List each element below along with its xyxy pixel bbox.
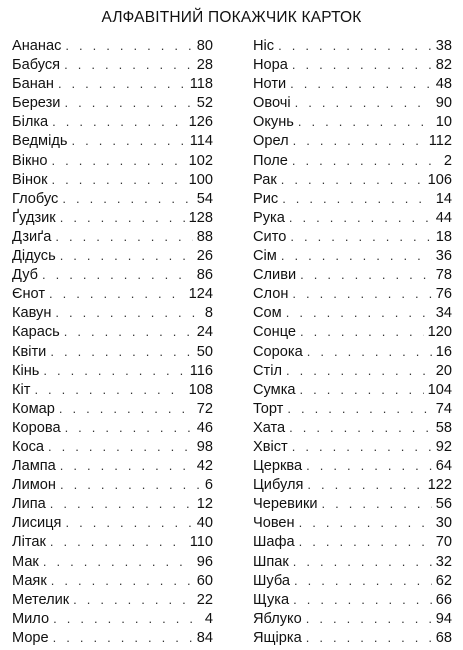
dot-leader [43, 552, 193, 571]
dot-leader [286, 361, 432, 380]
entry-page-number: 104 [427, 381, 452, 398]
index-entry [253, 208, 452, 227]
entry-word: Шпак [253, 553, 289, 570]
index-entry [253, 475, 452, 494]
dot-leader [298, 112, 432, 131]
dot-leader [34, 380, 184, 399]
index-entry [12, 284, 213, 303]
entry-word: Літак [12, 534, 46, 551]
entry-word: Дзиґа [12, 228, 52, 245]
entry-page-number: 50 [196, 343, 213, 360]
dot-leader [65, 513, 192, 532]
index-entry [12, 513, 213, 532]
dot-leader [64, 322, 193, 341]
entry-page-number: 66 [435, 591, 452, 608]
entry-page-number: 46 [196, 419, 213, 436]
index-entry [253, 112, 452, 131]
dot-leader [52, 151, 185, 170]
index-entry [253, 571, 452, 590]
entry-word: Метелик [12, 591, 70, 608]
entry-word: Щука [253, 591, 290, 608]
entry-word: Липа [12, 496, 46, 513]
entry-word: Ґудзик [12, 209, 56, 226]
dot-leader [60, 475, 201, 494]
entry-word: Комар [12, 400, 55, 417]
index-entry [12, 456, 213, 475]
entry-page-number: 78 [435, 267, 452, 284]
index-entry [253, 456, 452, 475]
entry-page-number: 60 [196, 572, 213, 589]
entry-page-number: 96 [196, 553, 213, 570]
entry-word: Сонце [253, 324, 297, 341]
entry-word: Рак [253, 171, 277, 188]
dot-leader [292, 55, 432, 74]
entry-word: Кавун [12, 305, 52, 322]
dot-leader [281, 170, 424, 189]
entry-page-number: 106 [427, 171, 452, 188]
entry-word: Поле [253, 152, 288, 169]
index-entry [253, 151, 452, 170]
entry-word: Дідусь [12, 248, 56, 265]
index-entry [253, 418, 452, 437]
entry-page-number: 36 [435, 248, 452, 265]
entry-word: Сорока [253, 343, 303, 360]
entry-word: Коса [12, 438, 45, 455]
dot-leader [48, 437, 193, 456]
index-entry [12, 437, 213, 456]
index-entry [12, 131, 213, 150]
index-entry [253, 74, 452, 93]
entry-word: Черевики [253, 496, 318, 513]
index-entry [253, 227, 452, 246]
entry-word: Сом [253, 305, 282, 322]
entry-page-number: 100 [188, 171, 213, 188]
entry-word: Мак [12, 553, 39, 570]
dot-leader [59, 399, 193, 418]
index-entry [253, 552, 452, 571]
entry-word: Рис [253, 190, 279, 207]
index-entry [253, 513, 452, 532]
entry-page-number: 52 [196, 95, 213, 112]
dot-leader [307, 342, 432, 361]
entry-page-number: 14 [435, 190, 452, 207]
entry-word: Лисиця [12, 515, 62, 532]
index-entry [12, 93, 213, 112]
dot-leader [322, 494, 432, 513]
entry-page-number: 6 [204, 477, 213, 494]
dot-leader [306, 628, 432, 647]
dot-leader [282, 189, 432, 208]
index-entry [12, 208, 213, 227]
dot-leader [60, 456, 193, 475]
entry-word: Нора [253, 57, 288, 74]
entry-page-number: 44 [435, 209, 452, 226]
entry-word: Кіт [12, 381, 31, 398]
dot-leader [50, 532, 186, 551]
entry-page-number: 38 [435, 38, 452, 54]
index-entry [12, 151, 213, 170]
entry-page-number: 20 [435, 362, 452, 379]
entry-page-number: 64 [435, 458, 452, 475]
dot-leader [289, 208, 432, 227]
entry-word: Білка [12, 114, 49, 131]
entry-word: Берези [12, 95, 61, 112]
dot-leader [307, 475, 423, 494]
index-entry [12, 552, 213, 571]
dot-leader [294, 571, 432, 590]
index-entry [12, 418, 213, 437]
dot-leader [65, 418, 193, 437]
dot-leader [73, 590, 193, 609]
index-entry [253, 55, 452, 74]
entry-page-number: 16 [435, 343, 452, 360]
index-entry [253, 342, 452, 361]
dot-leader [64, 55, 193, 74]
entry-page-number: 94 [435, 610, 452, 627]
index-entry [12, 590, 213, 609]
entry-word: Шафа [253, 534, 295, 551]
dot-leader [278, 36, 432, 55]
index-entry [12, 36, 213, 55]
entry-word: Мило [12, 610, 50, 627]
dot-leader [65, 36, 192, 55]
entry-word: Сито [253, 228, 287, 245]
index-entry [12, 227, 213, 246]
entry-word: Море [12, 629, 49, 646]
entry-page-number: 116 [189, 362, 213, 379]
index-entry [12, 494, 213, 513]
dot-leader [299, 532, 432, 551]
entry-word: Човен [253, 515, 295, 532]
dot-leader [49, 284, 185, 303]
entry-page-number: 84 [196, 629, 213, 646]
index-entry [253, 437, 452, 456]
entry-page-number: 48 [435, 76, 452, 93]
dot-leader [306, 609, 432, 628]
dot-leader [62, 189, 192, 208]
entry-word: Слон [253, 286, 289, 303]
entry-page-number: 90 [435, 95, 452, 112]
index-entry [12, 342, 213, 361]
dot-leader [52, 170, 185, 189]
entry-word: Корова [12, 419, 61, 436]
entry-word: Ананас [12, 38, 62, 54]
dot-leader [50, 342, 192, 361]
index-entry [12, 170, 213, 189]
entry-page-number: 124 [188, 286, 213, 303]
entry-word: Карась [12, 324, 60, 341]
index-entry [12, 189, 213, 208]
dot-leader [43, 361, 185, 380]
dot-leader [51, 571, 193, 590]
entry-page-number: 112 [428, 133, 452, 150]
index-entry [253, 609, 452, 628]
page-title: АЛФАВІТНИЙ ПОКАЖЧИК КАРТОК [101, 9, 362, 26]
dot-leader [55, 303, 200, 322]
entry-page-number: 54 [196, 190, 213, 207]
entry-word: Церква [253, 458, 303, 475]
dot-leader [300, 322, 424, 341]
entry-word: Хвіст [253, 438, 288, 455]
index-entry [12, 112, 213, 131]
entry-page-number: 4 [204, 610, 213, 627]
index-entry [253, 494, 452, 513]
entry-page-number: 98 [196, 438, 213, 455]
entry-page-number: 8 [204, 305, 213, 322]
entry-word: Рука [253, 209, 285, 226]
entry-page-number: 86 [196, 267, 213, 284]
entry-page-number: 128 [188, 209, 213, 226]
dot-leader [286, 303, 432, 322]
entry-word: Торт [253, 400, 284, 417]
entry-page-number: 28 [196, 57, 213, 74]
entry-word: Стіл [253, 362, 282, 379]
index-entry [12, 303, 213, 322]
dot-leader [306, 456, 432, 475]
dot-leader [300, 265, 432, 284]
index-entry [12, 246, 213, 265]
entry-word: Банан [12, 76, 54, 93]
index-column-left [12, 36, 213, 647]
entry-word: Сумка [253, 381, 296, 398]
dot-leader [290, 227, 431, 246]
index-entry [12, 265, 213, 284]
entry-word: Овочі [253, 95, 291, 112]
index-entry [12, 609, 213, 628]
entry-page-number: 24 [196, 324, 213, 341]
entry-word: Ноти [253, 76, 287, 93]
dot-leader [289, 418, 432, 437]
entry-page-number: 30 [435, 515, 452, 532]
index-entry [253, 36, 452, 55]
dot-leader [292, 151, 440, 170]
dot-leader [52, 112, 184, 131]
entry-page-number: 92 [435, 438, 452, 455]
entry-page-number: 62 [435, 572, 452, 589]
index-entry [12, 74, 213, 93]
index-entry [253, 265, 452, 284]
entry-word: Ящірка [253, 629, 302, 646]
dot-leader [60, 246, 193, 265]
dot-leader [71, 131, 185, 150]
entry-page-number: 76 [435, 286, 452, 303]
dot-leader [53, 628, 193, 647]
index-entry [253, 628, 452, 647]
dot-leader [281, 246, 432, 265]
dot-leader [300, 380, 424, 399]
entry-page-number: 22 [196, 591, 213, 608]
entry-page-number: 114 [189, 133, 213, 150]
entry-page-number: 32 [435, 553, 452, 570]
entry-page-number: 12 [196, 496, 213, 513]
dot-leader [293, 590, 432, 609]
dot-leader [292, 437, 432, 456]
index-entry [12, 532, 213, 551]
entry-word: Лимон [12, 477, 56, 494]
dot-leader [290, 74, 432, 93]
index-entry [253, 189, 452, 208]
entry-word: Цибуля [253, 477, 304, 494]
index-entry [253, 380, 452, 399]
index-entry [12, 380, 213, 399]
entry-word: Яблуко [253, 610, 302, 627]
dot-leader [293, 131, 425, 150]
index-entry [12, 322, 213, 341]
entry-word: Орел [253, 133, 289, 150]
entry-word: Маяк [12, 572, 47, 589]
entry-page-number: 18 [435, 228, 452, 245]
dot-leader [299, 513, 432, 532]
index-entry [253, 303, 452, 322]
entry-page-number: 26 [196, 248, 213, 265]
index-entry [12, 399, 213, 418]
index-entry [253, 284, 452, 303]
entry-page-number: 126 [188, 114, 213, 131]
entry-word: Вінок [12, 171, 48, 188]
entry-word: Окунь [253, 114, 294, 131]
entry-word: Бабуся [12, 57, 61, 74]
entry-word: Лампа [12, 458, 56, 475]
index-entry [253, 361, 452, 380]
entry-page-number: 2 [443, 152, 452, 169]
dot-leader [60, 208, 185, 227]
entry-word: Дуб [12, 267, 39, 284]
entry-page-number: 88 [196, 228, 213, 245]
entry-page-number: 82 [435, 57, 452, 74]
entry-page-number: 74 [435, 400, 452, 417]
entry-word: Кінь [12, 362, 40, 379]
entry-word: Хата [253, 419, 286, 436]
entry-page-number: 108 [188, 381, 213, 398]
dot-leader [295, 93, 432, 112]
dot-leader [53, 609, 201, 628]
entry-page-number: 70 [435, 534, 452, 551]
index-entry [253, 322, 452, 341]
index-entry [12, 475, 213, 494]
entry-word: Сім [253, 248, 277, 265]
entry-word: Сливи [253, 267, 297, 284]
entry-page-number: 40 [196, 515, 213, 532]
entry-word: Квіти [12, 343, 47, 360]
index-entry [253, 399, 452, 418]
dot-leader [287, 399, 431, 418]
index-entry [253, 170, 452, 189]
entry-page-number: 42 [196, 458, 213, 475]
index-entry [12, 361, 213, 380]
entry-page-number: 58 [435, 419, 452, 436]
entry-page-number: 120 [427, 324, 452, 341]
index-entry [12, 628, 213, 647]
entry-word: Глобус [12, 190, 59, 207]
entry-page-number: 122 [427, 477, 452, 494]
entry-page-number: 118 [189, 76, 213, 93]
entry-page-number: 10 [435, 114, 452, 131]
entry-word: Ніс [253, 38, 275, 54]
index-entry [253, 246, 452, 265]
dot-leader [42, 265, 193, 284]
dot-leader [50, 494, 193, 513]
index-entry [253, 93, 452, 112]
dot-leader [292, 284, 431, 303]
index-column-right [253, 36, 452, 647]
entry-word: Шуба [253, 572, 290, 589]
entry-word: Єнот [12, 286, 46, 303]
index-entry [12, 571, 213, 590]
entry-page-number: 72 [196, 400, 213, 417]
entry-word: Вікно [12, 152, 48, 169]
entry-page-number: 110 [189, 534, 213, 551]
dot-leader [55, 227, 192, 246]
index-entry [253, 590, 452, 609]
dot-leader [58, 74, 186, 93]
entry-page-number: 56 [435, 496, 452, 513]
dot-leader [293, 552, 432, 571]
dot-leader [64, 93, 192, 112]
entry-page-number: 34 [435, 305, 452, 322]
index-entry [253, 131, 452, 150]
index-entry [12, 55, 213, 74]
entry-page-number: 80 [196, 38, 213, 54]
index-entry [253, 532, 452, 551]
entry-page-number: 68 [435, 629, 452, 646]
entry-word: Ведмідь [12, 133, 68, 150]
entry-page-number: 102 [188, 152, 213, 169]
